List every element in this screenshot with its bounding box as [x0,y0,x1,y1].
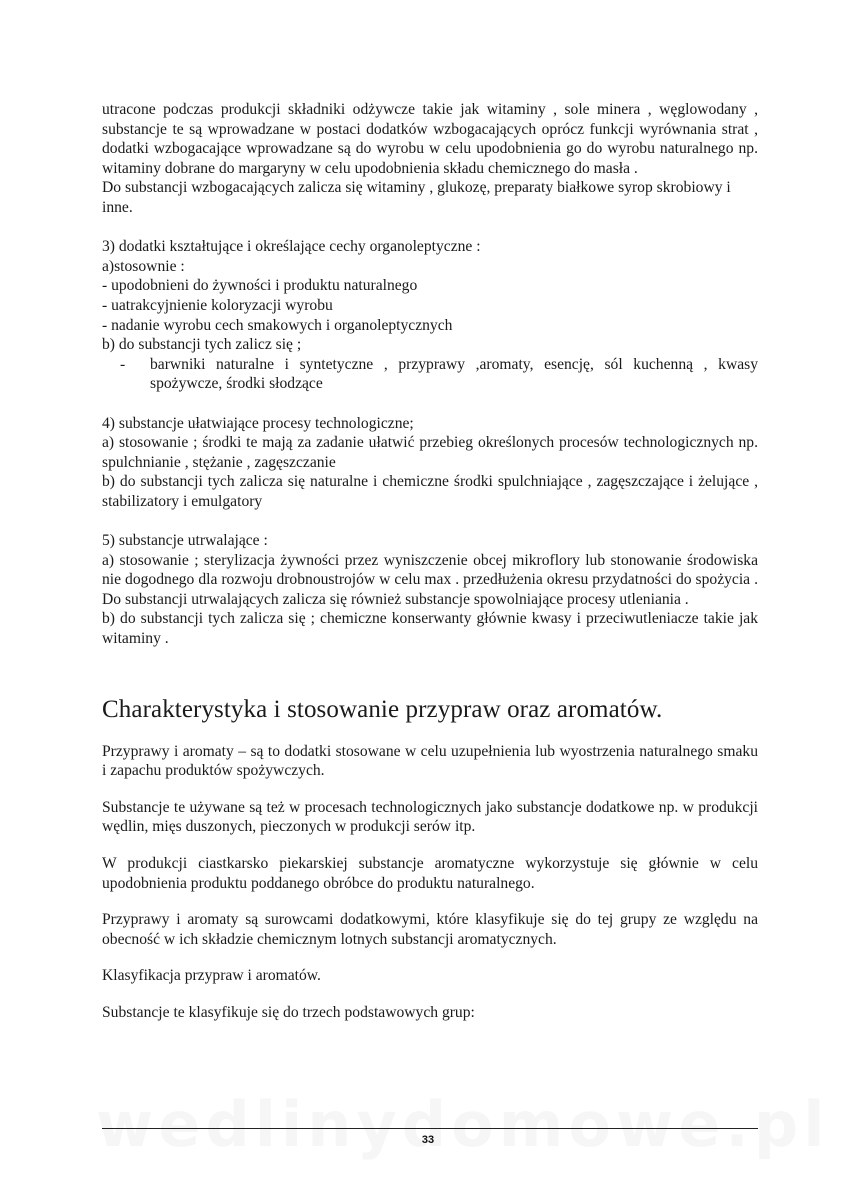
section-3-title: 3) dodatki kształtujące i określające cechy organoleptyczne : [102,238,481,256]
site-watermark [96,1088,756,1161]
section-heading: Charakterystyka i stosowanie przypraw oraz aromatów. [102,695,663,723]
section-4-title: 4) substancje ułatwiające procesy technologiczne; [102,414,414,432]
section-4-b: b) do substancji tych zalicza się naturalne i chemiczne środki spulchniające , zagęszczające i żelujące , stabilizatory i emulgatory [102,473,758,510]
section-5-b: b) do substancji tych zalicza się ; chemiczne konserwanty głównie kwasy i przeciwutleniacze takie jak witaminy . [102,610,758,648]
body-paragraph-3: W produkcji ciastkarsko piekarskiej substancje aromatyczne wykorzystuje się głównie w celu upodobnienia produktu poddanego obróbce do produktu naturalnego. [102,855,758,892]
section-5-a: a) stosowanie ; sterylizacja żywności przez wyniszczenie obcej mikroflory lub stonowanie środowiska nie dogodnego dla rozwoju drobnoustrojów w celu max . przedłużenia okresu przydatności do spożycia . Do substancji utrwalających zalicza się również substancje spowolniające procesy utleniania . [102,551,758,608]
spacer [102,725,758,742]
section-3-a-item: - nadanie wyrobu cech smakowych i organoleptycznych [102,316,453,334]
enrichment-paragraph: utracone podczas produkcji składniki odżywcze takie jak witaminy , sole minera , węglowodany , substancje te są wprowadzane w postaci dodatków wzbogacających oprócz funkcji wyrównania strat , dodatki wzbogacające wprowadzane są do wyrobu w celu upodobnienia go do wyrobu naturalnego np. witaminy dobrane do margaryny w celu upodobnienia składu chemicznego do masła . [102,101,758,177]
spacer [102,394,758,414]
body-paragraph-6: Substancje te klasyfikuje się do trzech podstawowych grup: [102,1003,475,1021]
section-3-b-label: b) do substancji tych zalicz się ; [102,336,302,354]
page-number: 33 [421,1134,435,1146]
section-3-a-item: - uatrakcyjnienie koloryzacji wyrobu [102,296,333,314]
section-3-b-list-item [102,355,758,394]
spacer [102,986,758,1003]
spacer [102,781,758,798]
body-paragraph-4: Przyprawy i aromaty są surowcami dodatkowymi, które klasyfikuje się do tej grupy ze względu na obecność w ich składzie chemicznym lotnych substancji aromatycznych. [102,911,758,948]
spacer [102,511,758,531]
section-3-a-item: - upodobnieni do żywności i produktu naturalnego [102,277,418,295]
body-paragraph-5: Klasyfikacja przypraw i aromatów. [102,967,321,985]
spacer [102,893,758,910]
list-dash: - [120,355,126,373]
section-5-title: 5) substancje utrwalające : [102,532,268,550]
footer-divider [102,1128,758,1129]
body-paragraph-2: Substancje te używane są też w procesach technologicznych jako substancje dodatkowe np. w produkcji wędlin, mięs duszonych, pieczonych w produkcji serów itp. [102,798,758,836]
spacer [102,218,758,238]
enrichment-examples-paragraph: Do substancji wzbogacających zalicza się witaminy , glukozę, preparaty białkowe syrop skrobiowy i inne. [102,179,731,216]
spacer [102,649,758,695]
section-4-a: a) stosowanie ; środki te mają za zadanie ułatwić przebieg określonych procesów technologicznych np. spulchnianie , stężanie , zagęszczanie [102,434,758,471]
spacer [102,837,758,854]
document-body [102,100,758,1023]
spacer [102,949,758,966]
section-3-b-item-text: barwniki naturalne i syntetyczne , przyprawy ,aromaty, esencję, sól kuchenną , kwasy spożywcze, środki słodzące [150,355,758,393]
body-paragraph-1: Przyprawy i aromaty – są to dodatki stosowane w celu uzupełnienia lub wyostrzenia naturalnego smaku i zapachu produktów spożywczych. [102,742,758,780]
section-3-a-label: a)stosownie : [102,257,185,275]
